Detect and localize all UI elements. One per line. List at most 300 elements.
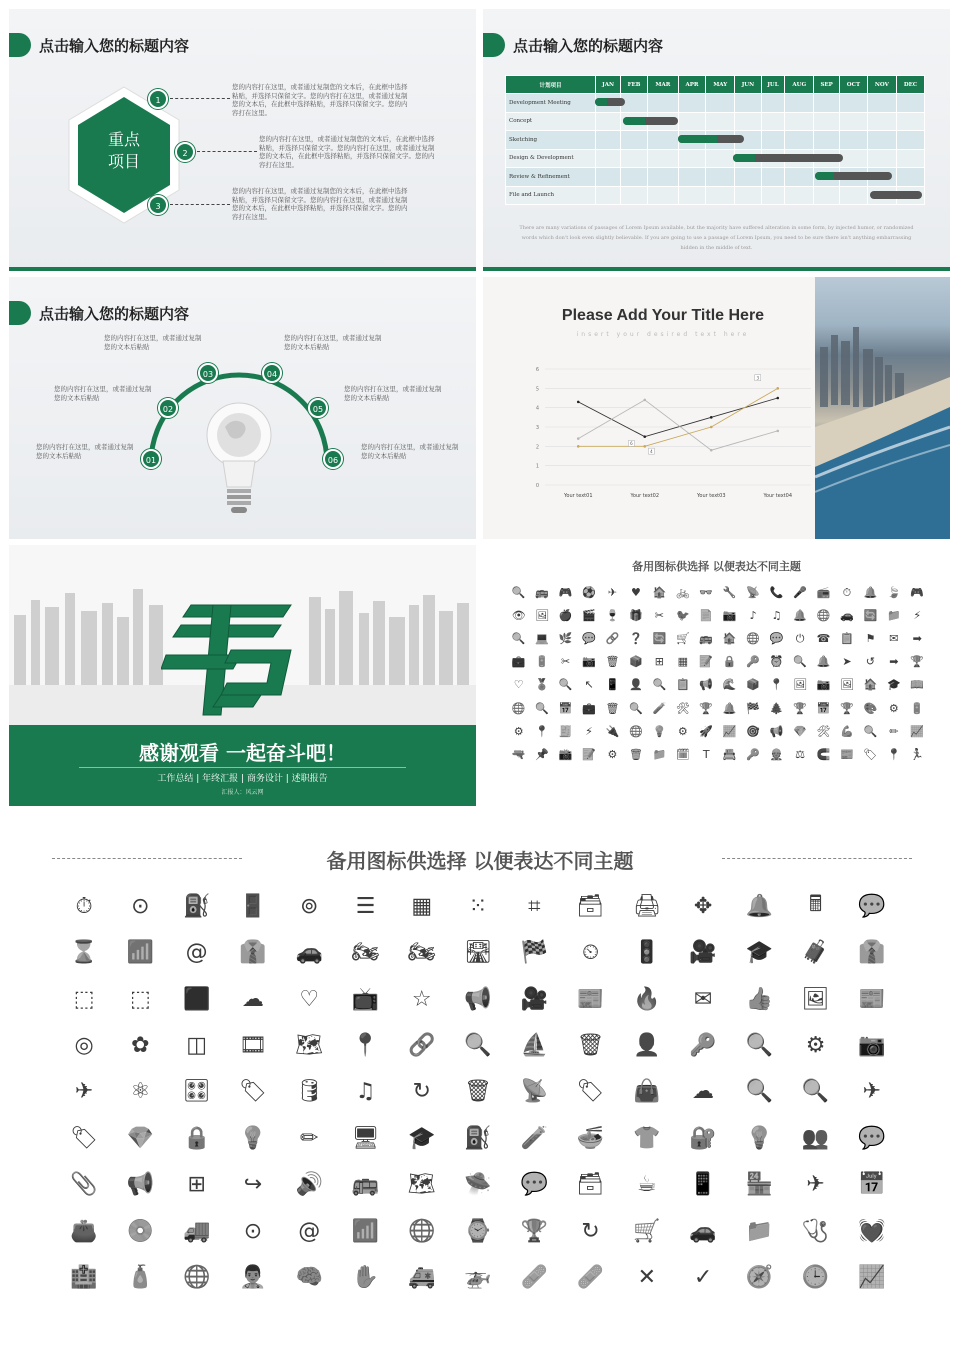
- grid-icon[interactable]: 🌐: [408, 1218, 436, 1244]
- grid-icon[interactable]: ⚡: [913, 609, 922, 623]
- grid-icon[interactable]: 🚀: [699, 724, 714, 738]
- series-point[interactable]: [643, 399, 646, 402]
- grid-icon[interactable]: 🌲: [769, 701, 784, 715]
- grid-icon[interactable]: 🧠: [295, 1265, 323, 1291]
- grid-icon[interactable]: ☕: [636, 1172, 657, 1198]
- grid-icon[interactable]: 💎: [793, 724, 807, 738]
- grid-icon[interactable]: 🧭: [745, 1265, 774, 1291]
- gantt-task-name[interactable]: Concept: [506, 112, 596, 131]
- grid-icon[interactable]: 🏷: [863, 747, 878, 761]
- series-point[interactable]: [710, 449, 713, 452]
- grid-icon[interactable]: ✈: [607, 586, 618, 600]
- grid-icon[interactable]: 🏁: [746, 701, 760, 715]
- grid-icon[interactable]: 📅: [816, 701, 831, 715]
- grid-icon[interactable]: ✉: [889, 632, 899, 646]
- grid-icon[interactable]: 🏥: [70, 1265, 98, 1291]
- grid-icon[interactable]: 🔊: [295, 1172, 323, 1198]
- series-point[interactable]: [710, 426, 713, 429]
- grid-icon[interactable]: ♫: [771, 609, 782, 623]
- para-1[interactable]: 您的内容打在这里，或者通过复制您的文本后，在此框中选择粘贴，并选择只保留文字。您的内容打在这里，或者通过复制您的文本后，在此框中选择粘贴，并选择只保留文字。您的内容打在这里。: [232, 83, 408, 117]
- grid-icon[interactable]: ⚽: [582, 586, 596, 600]
- grid-icon[interactable]: 🔐: [689, 1125, 717, 1151]
- grid-icon[interactable]: 📈: [910, 724, 925, 738]
- grid-icon[interactable]: 🔄: [652, 632, 667, 646]
- grid-icon[interactable]: 🧲: [816, 747, 831, 761]
- grid-icon[interactable]: ✏: [299, 1125, 319, 1151]
- grid-icon[interactable]: 💓: [858, 1218, 886, 1244]
- grid-icon[interactable]: 🛒: [633, 1218, 661, 1244]
- grid-icon[interactable]: 🗃: [576, 1172, 605, 1198]
- grid-icon[interactable]: 👤: [633, 1033, 661, 1059]
- grid-icon[interactable]: ⛽: [464, 1125, 492, 1151]
- grid-icon[interactable]: ♡: [513, 678, 524, 692]
- gantt-bar[interactable]: [815, 172, 892, 180]
- grid-icon[interactable]: ➡: [912, 632, 922, 646]
- grid-icon[interactable]: ⬚: [73, 986, 95, 1012]
- grid-icon[interactable]: ⚖: [795, 747, 805, 761]
- grid-icon[interactable]: ♡: [299, 986, 320, 1012]
- grid-icon[interactable]: ⚡: [585, 724, 593, 738]
- grid-icon[interactable]: ▦: [411, 893, 433, 919]
- grid-icon[interactable]: 👜: [633, 1079, 661, 1105]
- grid-icon[interactable]: ⏲: [581, 940, 600, 966]
- series-point[interactable]: [710, 416, 713, 419]
- grid-icon[interactable]: 🕒: [801, 1265, 830, 1291]
- grid-icon[interactable]: 🗑: [605, 701, 620, 715]
- grid-icon[interactable]: 🔔: [863, 586, 878, 600]
- grid-icon[interactable]: 🔋: [535, 655, 549, 669]
- grid-icon[interactable]: 📢: [699, 678, 714, 692]
- grid-icon[interactable]: 🗓: [675, 747, 690, 761]
- grid-icon[interactable]: 🎤: [793, 586, 807, 600]
- grid-icon[interactable]: ✥: [693, 893, 713, 919]
- grid-icon[interactable]: ⚙: [888, 701, 899, 715]
- grid-icon[interactable]: ⊙: [243, 1218, 263, 1244]
- grid-icon[interactable]: 🍜: [576, 1125, 605, 1151]
- grid-icon[interactable]: 🍷: [605, 609, 620, 623]
- grid-icon[interactable]: 👤: [629, 678, 643, 692]
- grid-icon[interactable]: 🔑: [689, 1033, 717, 1059]
- grid-icon[interactable]: ✈: [74, 1079, 94, 1105]
- grid-icon[interactable]: ⊚: [299, 893, 319, 919]
- grid-icon[interactable]: 📶: [126, 940, 155, 966]
- grid-icon[interactable]: ⏱: [75, 893, 93, 919]
- grid-icon[interactable]: ✕: [637, 1265, 656, 1291]
- grid-icon[interactable]: 👓: [699, 586, 714, 600]
- grid-icon[interactable]: 🛠: [816, 724, 831, 738]
- grid-icon[interactable]: ⏻: [795, 631, 805, 645]
- grid-icon[interactable]: 💼: [511, 655, 526, 669]
- grid-icon[interactable]: 🌐: [816, 609, 831, 623]
- grid-icon[interactable]: 🎥: [520, 986, 548, 1012]
- grid-icon[interactable]: 🛒: [675, 632, 690, 646]
- grid-icon[interactable]: 🔗: [605, 632, 620, 646]
- grid-icon[interactable]: 🏍: [351, 940, 380, 966]
- grid-icon[interactable]: 💿: [126, 1218, 155, 1244]
- grid-icon[interactable]: 📷: [858, 1033, 886, 1059]
- grid-icon[interactable]: ⊙: [131, 893, 150, 919]
- series-point[interactable]: [776, 430, 779, 433]
- grid-icon[interactable]: ⛵: [520, 1033, 548, 1059]
- grid-icon[interactable]: 💪: [840, 724, 854, 738]
- grid-icon[interactable]: 📍: [535, 724, 549, 738]
- grid-icon[interactable]: ⏰: [769, 655, 784, 669]
- grid-icon[interactable]: 🌐: [629, 724, 643, 738]
- grid-icon[interactable]: 🧪: [652, 701, 667, 715]
- grid-icon[interactable]: 📶: [351, 1218, 380, 1244]
- grid-icon[interactable]: 🏅: [535, 678, 549, 692]
- grid-icon[interactable]: 🚌: [699, 632, 714, 646]
- grid-icon[interactable]: 💡: [239, 1125, 267, 1151]
- grid-icon[interactable]: 💡: [745, 1125, 774, 1151]
- grid-icon[interactable]: 🖼: [535, 609, 550, 623]
- grid-icon[interactable]: 💬: [582, 632, 596, 646]
- grid-icon[interactable]: ↖: [584, 678, 594, 692]
- grid-icon[interactable]: 🩹: [576, 1265, 605, 1291]
- grid-icon[interactable]: 🔍: [629, 701, 643, 715]
- grid-icon[interactable]: 🗑: [464, 1079, 492, 1105]
- series-point[interactable]: [776, 397, 779, 400]
- grid-icon[interactable]: 🔑: [746, 747, 760, 761]
- grid-icon[interactable]: ✂: [560, 655, 571, 669]
- grid-icon[interactable]: ↺: [865, 655, 875, 669]
- grid-icon[interactable]: 🗑: [605, 655, 620, 669]
- grid-icon[interactable]: 📋: [840, 632, 854, 646]
- grid-icon[interactable]: 🏠: [863, 678, 878, 692]
- grid-icon[interactable]: ⬛: [182, 986, 211, 1012]
- grid-icon[interactable]: 📷: [582, 655, 596, 669]
- grid-icon[interactable]: 📁: [886, 609, 901, 623]
- grid-icon[interactable]: 📄: [699, 609, 714, 623]
- grid-icon[interactable]: ◎: [74, 1033, 94, 1059]
- grid-icon[interactable]: 📁: [652, 747, 667, 761]
- grid-icon[interactable]: 🎞: [238, 1033, 267, 1059]
- para-2[interactable]: 您的内容打在这里，或者通过复制您的文本后，在此框中选择粘贴，并选择只保留文字。您的内容打在这里，或者通过复制您的文本后，在此框中选择粘贴，并选择只保留文字。您的内容打在这里。: [259, 135, 435, 169]
- gantt-task-name[interactable]: Development Meeting: [506, 94, 596, 113]
- grid-icon[interactable]: 🧴: [126, 1265, 155, 1291]
- para-3[interactable]: 您的内容打在这里，或者通过复制您的文本后，在此框中选择粘贴，并选择只保留文字。您的内容打在这里，或者通过复制您的文本后，在此框中选择粘贴，并选择只保留文字。您的内容打在这里。: [232, 187, 408, 221]
- grid-icon[interactable]: 🖨: [632, 893, 661, 919]
- grid-icon[interactable]: ✈: [806, 1172, 825, 1198]
- grid-icon[interactable]: 💬: [858, 893, 886, 919]
- grid-icon[interactable]: 💬: [769, 632, 784, 646]
- gantt-bar[interactable]: [595, 98, 625, 106]
- grid-icon[interactable]: 📍: [769, 678, 784, 692]
- grid-icon[interactable]: @: [185, 940, 208, 966]
- grid-icon[interactable]: 💬: [858, 1125, 886, 1151]
- grid-icon[interactable]: 👷: [769, 747, 784, 761]
- grid-icon[interactable]: ☁: [692, 1079, 715, 1105]
- para-02[interactable]: 您的内容打在这里，或者通过复制您的文本后粘贴: [54, 385, 152, 402]
- grid-icon[interactable]: ✿: [131, 1033, 150, 1059]
- grid-icon[interactable]: 🎮: [910, 586, 925, 600]
- grid-icon[interactable]: 👔: [858, 940, 886, 966]
- grid-icon[interactable]: 👔: [239, 940, 267, 966]
- grid-icon[interactable]: 🔧: [722, 586, 737, 600]
- grid-icon[interactable]: 🚗: [295, 940, 323, 966]
- hex-label[interactable]: 重点 项目: [107, 130, 140, 171]
- grid-icon[interactable]: 🔍: [801, 1079, 830, 1105]
- grid-icon[interactable]: ↻: [581, 1218, 600, 1244]
- grid-icon[interactable]: 💻: [535, 632, 549, 646]
- grid-icon[interactable]: 🚦: [633, 940, 661, 966]
- grid-icon[interactable]: 🔒: [182, 1125, 211, 1151]
- grid-icon[interactable]: 📇: [722, 747, 737, 761]
- grid-icon[interactable]: 🚑: [408, 1265, 436, 1291]
- grid-icon[interactable]: 🏁: [520, 940, 548, 966]
- grid-icon[interactable]: ➡: [889, 655, 899, 669]
- grid-icon[interactable]: 🏍: [407, 940, 436, 966]
- grid-icon[interactable]: 📺: [351, 986, 380, 1012]
- grid-icon[interactable]: 🧳: [801, 940, 830, 966]
- grid-icon[interactable]: 👍: [745, 986, 774, 1012]
- grid-icon[interactable]: 🏆: [793, 701, 807, 715]
- grid-icon[interactable]: 📎: [70, 1172, 98, 1198]
- series-point[interactable]: [643, 435, 646, 438]
- grid-icon[interactable]: 📱: [605, 678, 620, 692]
- grid-icon[interactable]: 🏷: [238, 1079, 267, 1105]
- gantt-bar[interactable]: [733, 154, 843, 162]
- grid-icon[interactable]: 📷: [722, 609, 737, 623]
- grid-icon[interactable]: 🛣: [464, 940, 492, 966]
- grid-icon[interactable]: 📷: [816, 678, 831, 692]
- grid-icon[interactable]: 🔫: [511, 747, 526, 761]
- grid-icon[interactable]: ♥: [631, 586, 641, 600]
- grid-icon[interactable]: 🎬: [582, 609, 596, 623]
- grid-icon[interactable]: 🌐: [182, 1265, 211, 1291]
- chart-title[interactable]: Please Add Your Title Here: [561, 307, 765, 324]
- grid-icon[interactable]: 🏆: [699, 701, 714, 715]
- grid-icon[interactable]: 🏷: [70, 1125, 99, 1151]
- grid-icon[interactable]: 🔒: [722, 655, 737, 669]
- grid-icon[interactable]: 🔍: [745, 1033, 774, 1059]
- gantt-task-name[interactable]: Sketching: [506, 131, 596, 150]
- gantt-bar[interactable]: [623, 117, 678, 125]
- grid-icon[interactable]: 🚗: [689, 1218, 717, 1244]
- grid-icon[interactable]: 🔌: [605, 724, 620, 738]
- gantt-task-name[interactable]: Design & Development: [506, 149, 596, 168]
- grid-icon[interactable]: 🔑: [746, 655, 760, 669]
- grid-icon[interactable]: 🏪: [745, 1172, 774, 1198]
- grid-icon[interactable]: ↪: [243, 1172, 263, 1198]
- grid-icon[interactable]: 🏃: [910, 747, 925, 761]
- grid-icon[interactable]: 👨‍⚕️: [239, 1265, 267, 1291]
- grid-icon[interactable]: ✋: [351, 1265, 380, 1291]
- grid-icon[interactable]: 🌿: [558, 632, 573, 646]
- grid-icon[interactable]: 📈: [722, 724, 737, 738]
- grid-icon[interactable]: 📰: [576, 986, 605, 1012]
- grid-icon[interactable]: ✉: [693, 986, 713, 1012]
- grid-icon[interactable]: 🌐: [511, 701, 526, 715]
- grid-icon[interactable]: 🔍: [652, 678, 667, 692]
- slide-title[interactable]: 点击输入您的标题内容: [39, 37, 190, 55]
- grid-icon[interactable]: @: [298, 1218, 321, 1244]
- grid-icon[interactable]: 📝: [582, 747, 596, 761]
- grid-icon[interactable]: 📅: [558, 701, 573, 715]
- grid-icon[interactable]: ➤: [842, 655, 852, 669]
- grid-icon[interactable]: 🔄: [863, 609, 878, 623]
- grid-icon[interactable]: 🗺: [295, 1033, 324, 1059]
- series-point[interactable]: [776, 387, 779, 390]
- series-line[interactable]: [578, 398, 778, 437]
- grid-icon[interactable]: ✂: [654, 609, 664, 623]
- grid-icon[interactable]: 🎥: [689, 940, 717, 966]
- grid-icon[interactable]: 📋: [675, 678, 690, 692]
- grid-icon[interactable]: ⚙: [513, 724, 524, 738]
- slide-title[interactable]: 点击输入您的标题内容: [39, 305, 190, 323]
- gantt-bar[interactable]: [678, 135, 744, 143]
- grid-icon[interactable]: ⁙: [468, 893, 488, 919]
- grid-icon[interactable]: 🚚: [182, 1218, 211, 1244]
- grid-icon[interactable]: ◫: [186, 1033, 208, 1059]
- grid-icon[interactable]: 🎮: [558, 586, 573, 600]
- grid-icon[interactable]: 🎯: [746, 724, 760, 738]
- series-point[interactable]: [577, 445, 580, 448]
- grid-icon[interactable]: ✓: [693, 1265, 713, 1291]
- grid-icon[interactable]: 🖩: [808, 892, 823, 918]
- grid-icon[interactable]: 🩹: [520, 1265, 548, 1291]
- grid-icon[interactable]: 📢: [769, 724, 784, 738]
- grid-icon[interactable]: 👕: [633, 1125, 661, 1151]
- grid-icon[interactable]: 🔍: [793, 655, 807, 669]
- grid-icon[interactable]: 🚁: [464, 1265, 492, 1291]
- grid-icon[interactable]: 👥: [801, 1125, 830, 1151]
- grid-icon[interactable]: 🏷: [576, 1079, 605, 1105]
- grid-icon[interactable]: 🔍: [511, 632, 526, 646]
- grid-icon[interactable]: 📢: [126, 1172, 155, 1198]
- grid-icon[interactable]: 🗑: [576, 1033, 605, 1059]
- grid-icon[interactable]: 📸: [558, 747, 573, 761]
- grid-icon[interactable]: 🔥: [633, 986, 661, 1012]
- grid-icon[interactable]: 🔔: [722, 701, 737, 715]
- grid-icon[interactable]: 🔗: [408, 1033, 436, 1059]
- para-01[interactable]: 您的内容打在这里，或者通过复制您的文本后粘贴: [36, 443, 134, 460]
- grid-icon[interactable]: ⚛: [130, 1079, 151, 1105]
- series-point[interactable]: [643, 445, 646, 448]
- grid-icon[interactable]: 💬: [520, 1172, 548, 1198]
- thanks-headline[interactable]: 感谢观看 一起奋斗吧！: [139, 741, 346, 765]
- grid-icon[interactable]: ▦: [677, 655, 689, 669]
- grid-icon[interactable]: 🍎: [558, 609, 573, 623]
- grid-icon[interactable]: 📡: [520, 1079, 548, 1105]
- grid-icon[interactable]: ⊞: [187, 1172, 206, 1198]
- para-04[interactable]: 您的内容打在这里，或者通过复制您的文本后粘贴: [284, 334, 382, 351]
- grid-icon[interactable]: 📦: [746, 678, 760, 692]
- grid-icon[interactable]: ✈: [862, 1079, 882, 1105]
- grid-icon[interactable]: 🖼: [793, 678, 808, 692]
- grid-icon[interactable]: 🗺: [407, 1172, 436, 1198]
- grid-icon[interactable]: 🎁: [629, 609, 643, 623]
- grid-icon[interactable]: 📞: [769, 586, 784, 600]
- grid-icon[interactable]: 🩺: [801, 1218, 830, 1244]
- grid-icon[interactable]: 🗃: [576, 893, 605, 919]
- gantt-task-name[interactable]: File and Launch: [506, 186, 596, 205]
- gantt-bar[interactable]: [870, 191, 922, 199]
- grid-icon[interactable]: 🎓: [886, 678, 901, 692]
- grid-icon[interactable]: 📌: [535, 747, 549, 761]
- grid-icon[interactable]: 🏆: [520, 1218, 548, 1244]
- grid-icon[interactable]: 🚌: [535, 586, 549, 600]
- grid-icon[interactable]: 🚪: [239, 893, 267, 919]
- gantt-task-name[interactable]: Review & Refinement: [506, 168, 596, 187]
- grid-icon[interactable]: ❓: [629, 632, 643, 646]
- grid-icon[interactable]: ↻: [412, 1079, 431, 1105]
- grid-icon[interactable]: ⏱: [842, 585, 852, 599]
- grid-icon[interactable]: 👁: [511, 609, 526, 623]
- grid-icon[interactable]: 🚌: [351, 1172, 380, 1198]
- grid-icon[interactable]: 🖼: [839, 678, 854, 692]
- grid-icon[interactable]: 🧪: [520, 1125, 548, 1151]
- grid-icon[interactable]: 📡: [746, 586, 760, 600]
- grid-icon[interactable]: ⚙: [607, 747, 618, 761]
- grid-icon[interactable]: 🎨: [863, 701, 878, 715]
- grid-icon[interactable]: 📦: [629, 655, 643, 669]
- grid-icon[interactable]: 🌊: [722, 678, 737, 692]
- grid-icon[interactable]: 🏠: [652, 586, 667, 600]
- grid-icon[interactable]: 🎓: [408, 1125, 436, 1151]
- grid-icon[interactable]: ⌗: [528, 893, 541, 919]
- grid-icon[interactable]: 📈: [858, 1265, 886, 1291]
- para-05[interactable]: 您的内容打在这里，或者通过复制您的文本后粘贴: [344, 385, 442, 402]
- grid-icon[interactable]: ✏: [889, 724, 899, 738]
- grid-icon[interactable]: ♫: [355, 1079, 376, 1105]
- grid-icon[interactable]: ☆: [411, 986, 432, 1012]
- grid-icon[interactable]: 🔍: [745, 1079, 774, 1105]
- grid-icon[interactable]: 💎: [126, 1125, 155, 1151]
- grid-icon[interactable]: ⚙: [677, 724, 688, 738]
- grid-icon[interactable]: 🏠: [722, 632, 737, 646]
- grid-icon[interactable]: 🏆: [910, 655, 925, 669]
- grid-icon[interactable]: 🔔: [816, 655, 831, 669]
- grid-icon[interactable]: 📁: [745, 1218, 774, 1244]
- grid-icon[interactable]: 🔍: [511, 586, 526, 600]
- grid-icon[interactable]: ⚙: [805, 1033, 826, 1059]
- grid-icon[interactable]: 🐦: [675, 609, 690, 623]
- grid-icon[interactable]: ⚑: [865, 632, 876, 646]
- grid-icon[interactable]: 📰: [858, 986, 886, 1012]
- grid-icon[interactable]: 📍: [351, 1033, 380, 1059]
- grid-icon[interactable]: 🔍: [863, 724, 878, 738]
- grid-icon[interactable]: ⛽: [182, 893, 211, 919]
- grid-icon[interactable]: 🚗: [840, 609, 854, 623]
- grid-icon[interactable]: 🔍: [535, 701, 549, 715]
- grid-icon[interactable]: 📅: [858, 1172, 886, 1198]
- para-06[interactable]: 您的内容打在这里，或者通过复制您的文本后粘贴: [361, 443, 459, 460]
- grid-icon[interactable]: 📻: [816, 586, 831, 600]
- grid-icon[interactable]: 🍃: [886, 586, 901, 600]
- grid-icon[interactable]: 💡: [652, 724, 667, 738]
- para-03[interactable]: 您的内容打在这里，或者通过复制您的文本后粘贴: [104, 334, 202, 351]
- grid-icon[interactable]: ☎: [816, 632, 831, 646]
- series-point[interactable]: [577, 401, 580, 404]
- grid-icon[interactable]: 🔋: [910, 701, 925, 715]
- grid-icon[interactable]: 🛢: [295, 1079, 324, 1105]
- grid-icon[interactable]: 🧾: [558, 724, 573, 738]
- grid-icon[interactable]: ⬚: [130, 986, 151, 1012]
- grid-icon[interactable]: 🖼: [801, 986, 830, 1012]
- grid-icon[interactable]: ⌛: [70, 940, 98, 966]
- grid-icon[interactable]: 🎓: [745, 940, 774, 966]
- series-point[interactable]: [577, 437, 580, 440]
- grid-icon[interactable]: ⊞: [654, 655, 664, 669]
- grid-icon[interactable]: 🔔: [745, 893, 774, 919]
- grid-icon[interactable]: 🔍: [558, 678, 573, 692]
- grid-icon[interactable]: 📰: [840, 747, 854, 761]
- slide-title[interactable]: 点击输入您的标题内容: [513, 37, 664, 55]
- grid-icon[interactable]: 🎛: [182, 1079, 211, 1105]
- grid-icon[interactable]: ☁: [241, 986, 264, 1012]
- grid-icon[interactable]: ☰: [355, 893, 376, 919]
